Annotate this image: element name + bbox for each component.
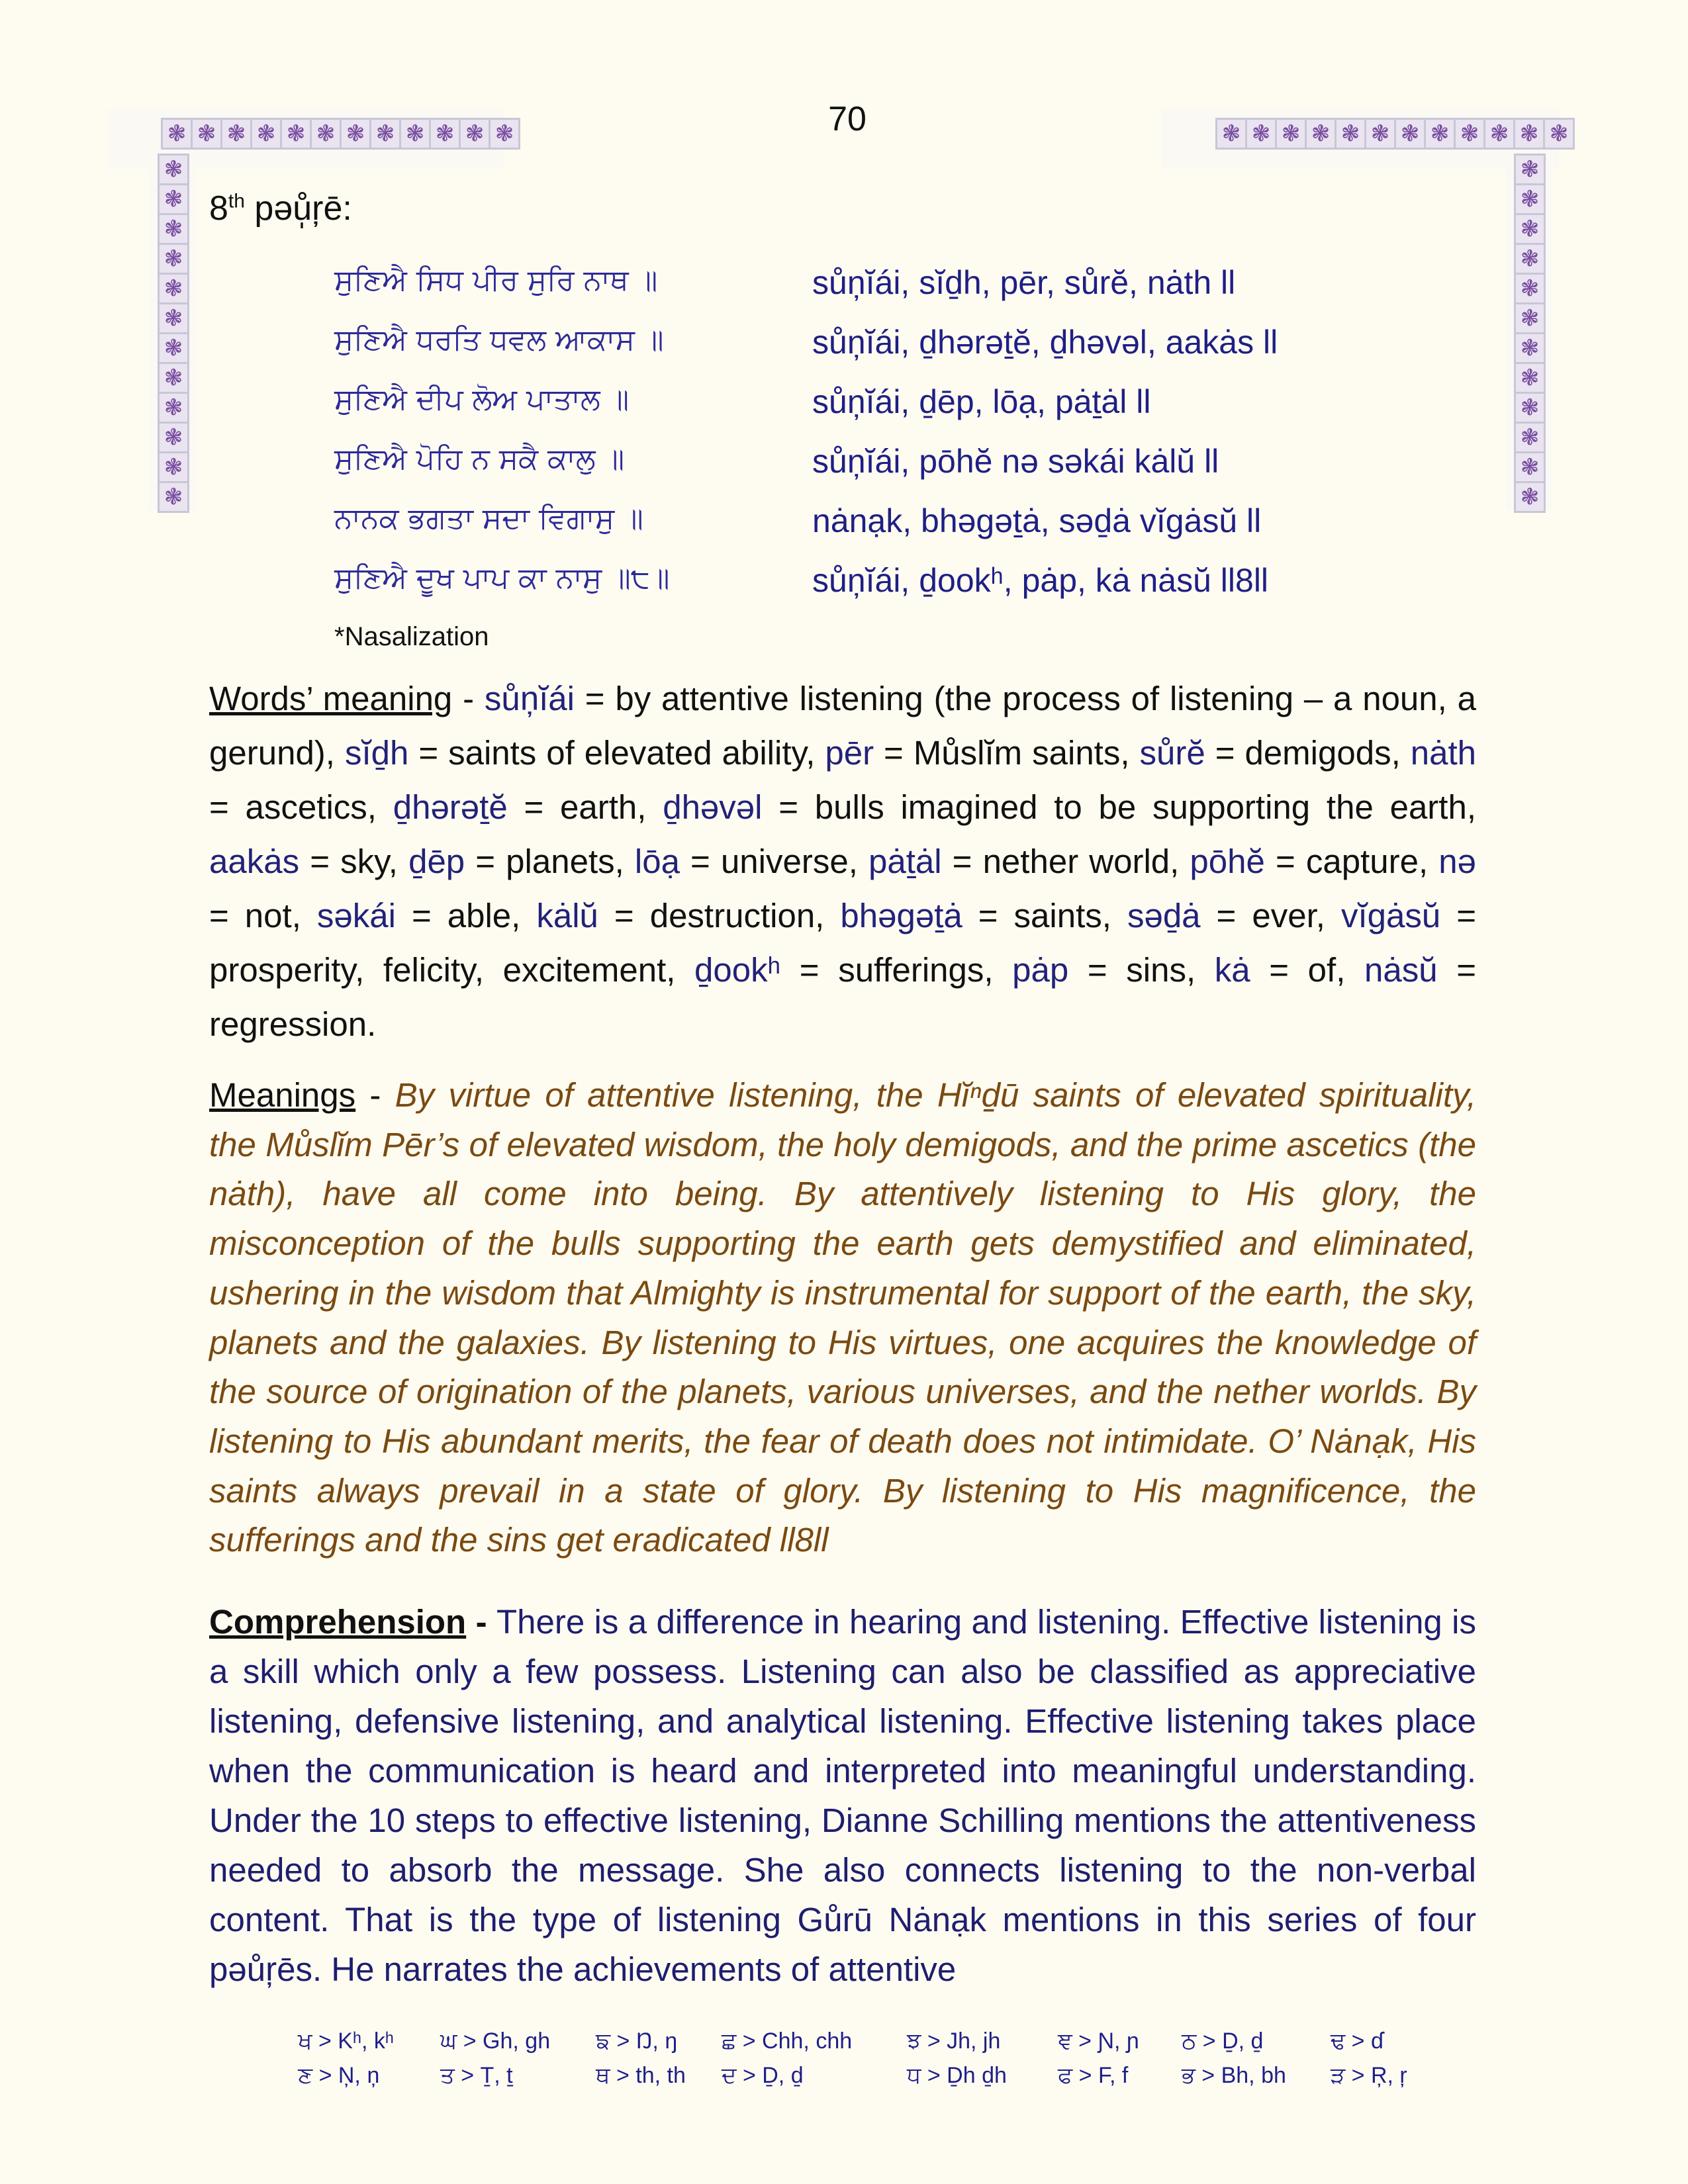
words-meaning-paragraph (209, 672, 1476, 1052)
flower-ornament-icon: ❃ (312, 120, 340, 148)
page-number: 70 (828, 100, 867, 138)
legend-item: ਫ > F, f (1058, 2063, 1129, 2088)
glossary-term: pōhĕ (1190, 842, 1265, 880)
words-meaning-separator: - (452, 680, 485, 717)
pauri-heading (209, 189, 352, 228)
glossary-term: nȧsŭ (1364, 951, 1438, 989)
verse-row (334, 383, 1340, 435)
flower-ornament-icon: ❃ (160, 424, 187, 451)
meanings-label: Meanings (209, 1076, 356, 1114)
flower-ornament-icon: ❃ (1336, 120, 1364, 148)
flower-ornament-icon: ❃ (1515, 120, 1543, 148)
flower-ornament-icon: ❃ (431, 120, 459, 148)
glossary-definition: = ever, (1200, 897, 1341, 934)
flower-ornament-icon: ❃ (252, 120, 280, 148)
glossary-term: səkái (316, 897, 396, 934)
verse-transliteration: sůņĭái, ḏēp, lōạ, pȧṯȧl ll (812, 383, 1151, 420)
verse-gurmukhi: ਸੁਣਿਐ ਦੂਖ ਪਾਪ ਕਾ ਨਾਸੁ ॥੮॥ (334, 561, 670, 595)
glossary-definition: = prosperity, felicity, excitement, (209, 897, 1476, 989)
legend-item: ਣ > Ņ, ņ (298, 2063, 380, 2088)
flower-ornament-icon: ❃ (342, 120, 369, 148)
glossary-definition: = bulls imagined to be supporting the earth, (762, 788, 1476, 826)
flower-ornament-icon: ❃ (1307, 120, 1335, 148)
flower-ornament-icon: ❃ (1516, 304, 1544, 332)
glossary-definition: = nether world, (941, 842, 1190, 880)
glossary-definition: = able, (395, 897, 537, 934)
verse-row (334, 442, 1340, 495)
comprehension-text: There is a difference in hearing and listening. Effective listening is a skill which only a few possess. Listening can also be classified as appreciative listening, defensive listening, and analytical listening. Effective listening takes place when the communication is heard and interpreted into meaningful understanding. Under the 10 steps to effective listening, Dianne Schilling mentions the attentiveness needed to absorb the message. She also connects listening to the non-verbal content. That is the type of listening Gůrū Nȧnạk mentions in this series of four pəůŗēs. He narrates the achievements of attentive (209, 1603, 1477, 1988)
flower-ornament-icon: ❃ (160, 215, 187, 243)
glossary-definition: = not, (209, 897, 317, 934)
flower-strip-left (158, 154, 189, 513)
glossary-term: ḏēp (408, 842, 465, 880)
flower-ornament-icon: ❃ (1456, 120, 1483, 148)
legend-item: ਤ > Ṯ, ṯ (440, 2063, 513, 2088)
flower-ornament-icon: ❃ (1485, 120, 1513, 148)
glossary-term: aakȧs (209, 842, 300, 880)
glossary-definition: = ascetics, (209, 788, 393, 826)
flower-ornament-icon: ❃ (1366, 120, 1394, 148)
glossary-term: sĭḏh (344, 734, 409, 772)
flower-ornament-icon: ❃ (1545, 120, 1573, 148)
glossary-term: ḏhəvəl (663, 788, 763, 826)
glossary-term: nȧth (1410, 734, 1477, 772)
flower-ornament-icon: ❃ (1516, 364, 1544, 392)
comprehension-label: Comprehension (209, 1603, 467, 1641)
meanings-paragraph (209, 1071, 1476, 1565)
flower-ornament-icon: ❃ (222, 120, 250, 148)
glossary-definition: = by attentive listening (the process of listening – a noun, a gerund), (209, 680, 1476, 772)
flower-ornament-icon: ❃ (1247, 120, 1275, 148)
verse-transliteration: sůņĭái, sĭḏh, pēr, sůrĕ, nȧth ll (812, 264, 1236, 301)
verse-transliteration: sůņĭái, ḏhərəṯĕ, ḏhəvəl, aakȧs ll (812, 324, 1278, 361)
flower-ornament-icon: ❃ (1396, 120, 1424, 148)
flower-strip-top-left (161, 118, 520, 150)
glossary-term: nə (1438, 842, 1476, 880)
flower-ornament-icon: ❃ (160, 275, 187, 302)
glossary-definition: = saints of elevated ability, (408, 734, 825, 772)
legend-item: ਥ > th, th (596, 2063, 686, 2088)
legend-item: ਖ > Kʰ, kʰ (298, 2028, 394, 2054)
legend-item: ਠ > Ḏ, ḏ (1182, 2028, 1264, 2054)
legend-item: ਦ > Ḏ, ḏ (722, 2063, 804, 2088)
glossary-definition: = earth, (507, 788, 663, 826)
comprehension-separator: - (466, 1603, 496, 1641)
flower-ornament-icon: ❃ (491, 120, 518, 148)
flower-ornament-icon: ❃ (282, 120, 310, 148)
words-meaning-label: Words’ meaning (209, 680, 453, 717)
glossary-definition: = regression. (209, 951, 1477, 1043)
glossary-term: pȧp (1012, 951, 1069, 989)
flower-ornament-icon: ❃ (1426, 120, 1454, 148)
pauri-ordinal-suffix: th (228, 190, 245, 212)
flower-ornament-icon: ❃ (160, 245, 187, 273)
glossary-definition: = sufferings, (780, 951, 1013, 989)
flower-ornament-icon: ❃ (160, 304, 187, 332)
legend-item: ੜ > Ŗ, ŗ (1331, 2063, 1407, 2088)
glossary-definition: = saints, (962, 897, 1127, 934)
flower-ornament-icon: ❃ (160, 453, 187, 481)
flower-ornament-icon: ❃ (1516, 215, 1544, 243)
glossary-term: səḏȧ (1127, 897, 1201, 934)
comprehension-paragraph (209, 1597, 1476, 1994)
flower-ornament-icon: ❃ (401, 120, 429, 148)
glossary-term: ḏhərəṯĕ (393, 788, 508, 826)
glossary-definition: = sky, (299, 842, 409, 880)
flower-ornament-icon: ❃ (1217, 120, 1245, 148)
verse-gurmukhi: ਸੁਣਿਐ ਦੀਪ ਲੋਅ ਪਾਤਾਲ ॥ (334, 383, 630, 416)
glossary-term: pȧṯȧl (868, 842, 942, 880)
flower-ornament-icon: ❃ (1516, 156, 1544, 183)
flower-ornament-icon: ❃ (1516, 275, 1544, 302)
flower-ornament-icon: ❃ (1277, 120, 1305, 148)
flower-ornament-icon: ❃ (160, 394, 187, 422)
glossary-term: ḏookʰ (694, 951, 781, 989)
glossary-term: vĭgȧsŭ (1340, 897, 1441, 934)
flower-strip-right (1514, 154, 1546, 513)
legend-row (298, 2063, 1489, 2097)
glossary-definition: = planets, (465, 842, 635, 880)
glossary-definition: = of, (1250, 951, 1365, 989)
verse-transliteration: sůņĭái, pōhĕ nə səkái kȧlŭ ll (812, 443, 1219, 480)
glossary-term: bhəgəṯȧ (840, 897, 962, 934)
flower-ornament-icon: ❃ (1516, 394, 1544, 422)
glossary-term: sůrĕ (1139, 734, 1205, 772)
glossary-definition: = universe, (679, 842, 868, 880)
glossary-term: kȧ (1214, 951, 1250, 989)
verse-gurmukhi: ਸੁਣਿਐ ਪੋਹਿ ਨ ਸਕੈ ਕਾਲੁ ॥ (334, 442, 625, 476)
legend-item: ਞ > Ɲ, ɲ (1058, 2028, 1139, 2054)
flower-ornament-icon: ❃ (1516, 483, 1544, 511)
flower-ornament-icon: ❃ (160, 483, 187, 511)
flower-ornament-icon: ❃ (1516, 185, 1544, 213)
legend-item: ਙ > Ŋ, ŋ (596, 2028, 678, 2054)
flower-ornament-icon: ❃ (1516, 453, 1544, 481)
flower-strip-top-right (1215, 118, 1575, 150)
transliteration-legend (298, 2028, 1489, 2097)
flower-ornament-icon: ❃ (1516, 245, 1544, 273)
flower-ornament-icon: ❃ (160, 185, 187, 213)
glossary-definition: = capture, (1264, 842, 1439, 880)
glossary-definition: = destruction, (598, 897, 841, 934)
glossary-term: lōạ (634, 842, 680, 880)
verse-row (334, 502, 1340, 555)
meanings-separator: - (355, 1076, 395, 1114)
verse-row (334, 561, 1340, 614)
flower-ornament-icon: ❃ (1516, 424, 1544, 451)
verse-gurmukhi: ਸੁਣਿਐ ਸਿਧ ਪੀਰ ਸੁਰਿ ਨਾਥ ॥ (334, 263, 658, 297)
words-meaning-body (209, 680, 1476, 1043)
nasalization-footnote: *Nasalization (334, 622, 489, 651)
flower-ornament-icon: ❃ (371, 120, 399, 148)
legend-item: ਢ > ɗ (1331, 2028, 1383, 2054)
glossary-term: pēr (825, 734, 874, 772)
verse-transliteration: nȧnạk, bhəgəṯȧ, səḏȧ vĭgȧsŭ ll (812, 502, 1262, 539)
pauri-ordinal: 8 (209, 189, 228, 228)
glossary-definition: = sins, (1068, 951, 1215, 989)
glossary-definition: = demigods, (1205, 734, 1411, 772)
flower-ornament-icon: ❃ (1516, 334, 1544, 362)
flower-ornament-icon: ❃ (160, 364, 187, 392)
verse-gurmukhi: ਨਾਨਕ ਭਗਤਾ ਸਦਾ ਵਿਗਾਸੁ ॥ (334, 502, 643, 535)
legend-item: ਝ > Jh, jh (907, 2028, 1001, 2054)
meanings-text: By virtue of attentive listening, the Hĭⁿḏū saints of elevated spirituality, the Můslĭm Pēr’s of elevated wisdom, the holy demigods, and the prime ascetics (the nȧth), have all come into being. By attentively listening to His glory, the misconception of the bulls supporting the earth gets demystified and eliminated, ushering in the wisdom that Almighty is instrumental for support of the earth, the sky, planets and the galaxies. By listening to His virtues, one acquires the knowledge of the source of origination of the planets, various universes, and the nether worlds. By listening to His abundant merits, the fear of death does not intimidate. O’ Nȧnạk, His saints always prevail in a state of glory. By listening to His magnificence, the sufferings and the sins get eradicated ll8ll (209, 1076, 1477, 1559)
flower-ornament-icon: ❃ (461, 120, 489, 148)
legend-item: ਭ > Bh, bh (1182, 2063, 1286, 2088)
legend-item: ਛ > Chh, chh (722, 2028, 853, 2054)
legend-row (298, 2028, 1489, 2063)
legend-item: ਘ > Gh, gh (440, 2028, 551, 2054)
flower-ornament-icon: ❃ (160, 156, 187, 183)
glossary-term: sůņĭái (484, 680, 575, 717)
flower-ornament-icon: ❃ (160, 334, 187, 362)
verse-transliteration: sůņĭái, ḏookʰ, pȧp, kȧ nȧsŭ ll8ll (812, 562, 1269, 599)
glossary-definition: = Můslĭm saints, (874, 734, 1140, 772)
verse-row (334, 263, 1340, 316)
verse-row (334, 323, 1340, 376)
flower-ornament-icon: ❃ (163, 120, 191, 148)
legend-item: ਧ > Ḏh ḏh (907, 2063, 1007, 2088)
glossary-term: kȧlŭ (536, 897, 598, 934)
flower-ornament-icon: ❃ (193, 120, 220, 148)
pauri-word: pəů̩ŗē: (244, 189, 352, 228)
verse-gurmukhi: ਸੁਣਿਐ ਧਰਤਿ ਧਵਲ ਆਕਾਸ ॥ (334, 323, 664, 357)
